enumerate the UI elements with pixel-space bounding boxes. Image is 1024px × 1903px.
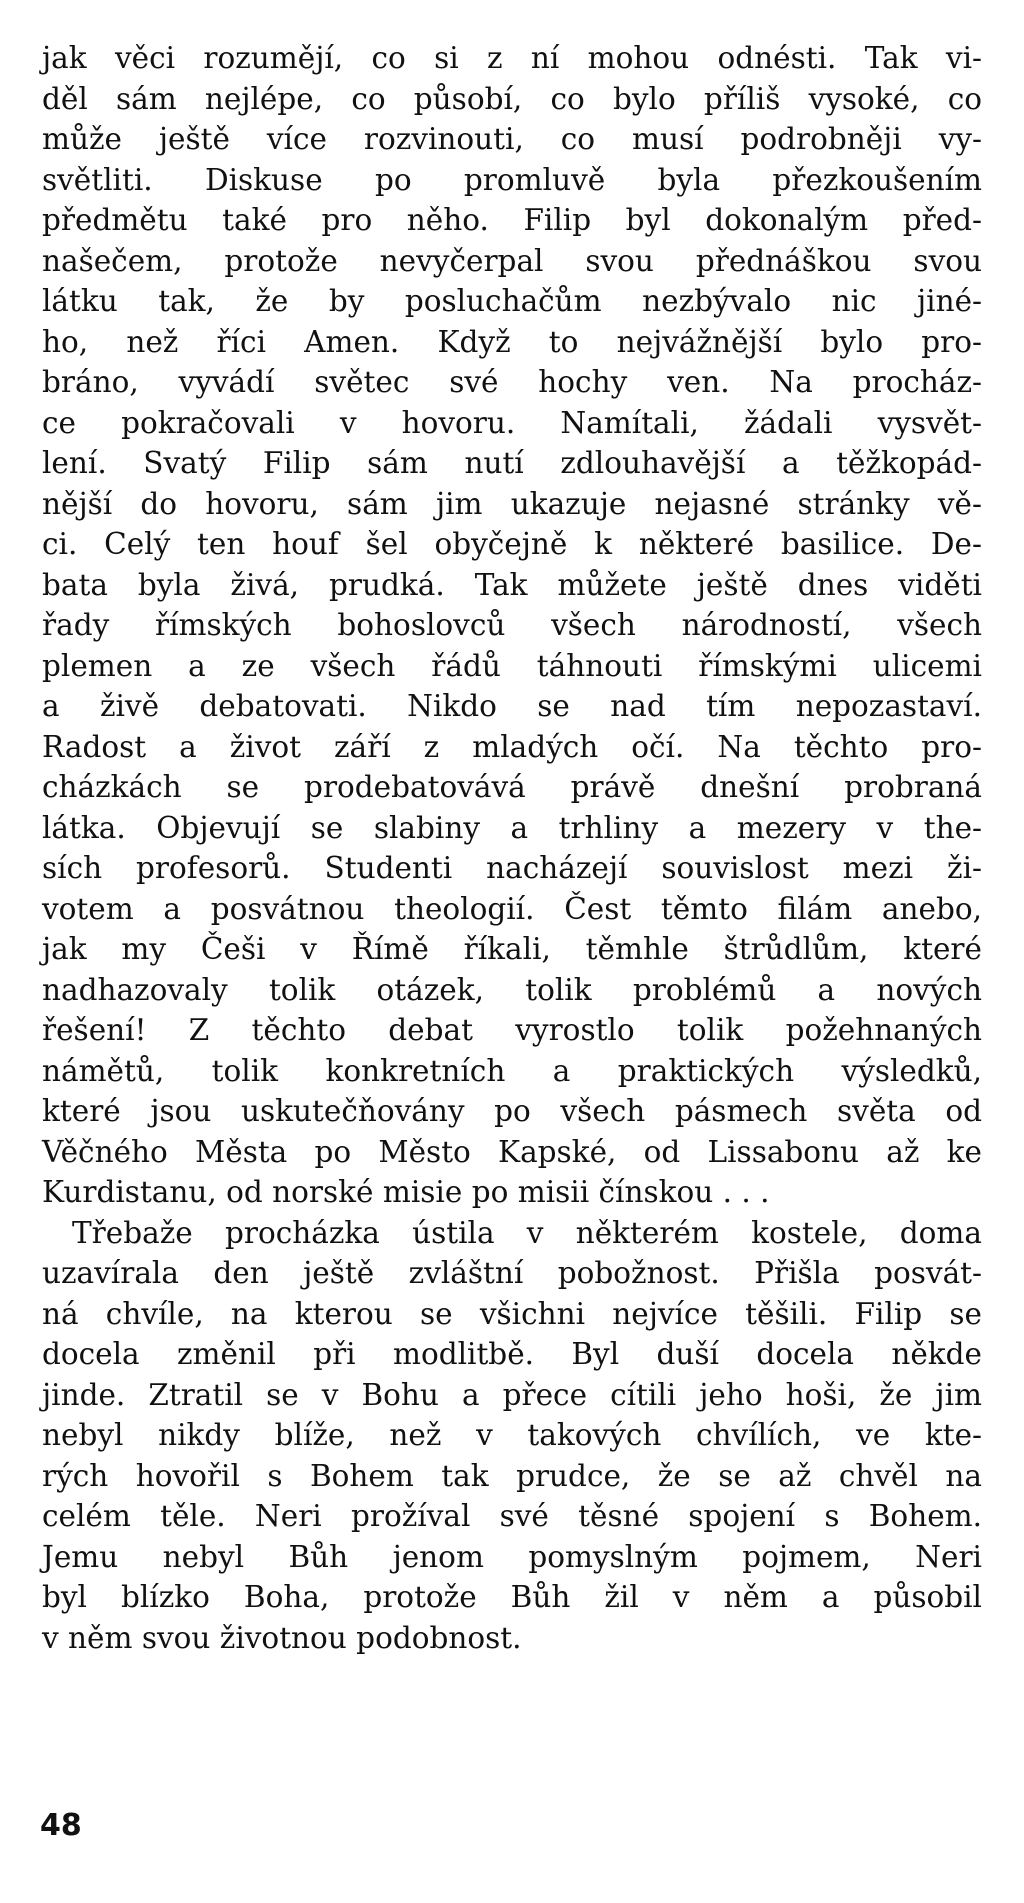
text-line: světliti. Diskuse po promluvě byla přezkoušením [42,162,982,197]
text-line: ná chvíle, na kterou se všichni nejvíce těšili. Filip se [42,1296,982,1331]
text-line: uzavírala den ještě zvláštní pobožnost. Přišla posvát- [42,1256,982,1290]
text-line: docela změnil při modlitbě. Byl duší docela někde [42,1337,982,1371]
text-line: sích profesorů. Studenti nacházejí souvislost mezi ži- [42,851,982,885]
text-line: jak my Češi v Římě říkali, těmhle štrůdlům, které [42,932,982,966]
text-line: plemen a ze všech řádů táhnouti římskými ulicemi [42,648,982,683]
text-line: může ještě více rozvinouti, co musí podrobněji vy- [42,122,982,156]
text-line: našečem, protože nevyčerpal svou přednáškou svou [42,243,982,278]
text-line: Věčného Města po Město Kapské, od Lissabonu až ke [42,1134,982,1169]
text-line: bráno, vyvádí světec své hochy ven. Na procház- [42,365,982,399]
text-line: ho, než říci Amen. Když to nejvážnější bylo pro- [42,324,982,359]
page-number: 48 [40,1808,82,1843]
text-line: v něm svou životnou podobnost. [42,1620,522,1655]
text-line: rých hovořil s Bohem tak prudce, že se až chvěl na [42,1458,982,1493]
text-line: celém těle. Neri prožíval své těsné spojení s Bohem. [42,1499,982,1533]
text-line: řešení! Z těchto debat vyrostlo tolik požehnaných [42,1013,982,1047]
text-line: votem a posvátnou theologií. Čest těmto filám anebo, [42,891,982,926]
text-line: látka. Objevují se slabiny a trhliny a mezery v the- [42,810,982,845]
paragraph [42,38,982,1213]
body-text [42,38,982,1658]
text-line: nebyl nikdy blíže, než v takových chvílích, ve kte- [42,1418,982,1452]
text-line: Radost a život září z mladých očí. Na těchto pro- [42,729,982,764]
text-line: děl sám nejlépe, co působí, co bylo příliš vysoké, co [42,81,982,116]
text-line: Kurdistanu, od norské misie po misii čínskou . . . [42,1175,770,1209]
text-line: ci. Celý ten houf šel obyčejně k některé basilice. De- [42,527,982,561]
text-line: bata byla živá, prudká. Tak můžete ještě dnes viděti [42,567,982,602]
text-line: Jemu nebyl Bůh jenom pomyslným pojmem, Neri [42,1539,982,1574]
text-line: ce pokračovali v hovoru. Namítali, žádali vysvět- [42,405,982,440]
text-line: Třebaže procházka ústila v některém kostele, doma [72,1215,982,1250]
paragraph [42,1213,982,1659]
text-line: jinde. Ztratil se v Bohu a přece cítili jeho hoši, že jim [42,1377,982,1412]
text-line: byl blízko Boha, protože Bůh žil v něm a působil [42,1580,982,1614]
text-line: nadhazovaly tolik otázek, tolik problémů a nových [42,972,982,1007]
text-line: nější do hovoru, sám jim ukazuje nejasné stránky vě- [42,486,982,521]
text-line: a živě debatovati. Nikdo se nad tím nepozastaví. [42,689,982,723]
text-line: námětů, tolik konkretních a praktických výsledků, [42,1053,982,1088]
text-line: cházkách se prodebatovává právě dnešní probraná [42,770,982,804]
text-line: řady římských bohoslovců všech národností, všech [42,608,982,642]
text-line: látku tak, že by posluchačům nezbývalo nic jiné- [42,284,982,318]
text-line: lení. Svatý Filip sám nutí zdlouhavější a těžkopád- [42,446,982,480]
text-line: jak věci rozumějí, co si z ní mohou odnésti. Tak vi- [42,41,982,75]
text-line: předmětu také pro něho. Filip byl dokonalým před- [42,203,982,237]
text-line: které jsou uskutečňovány po všech pásmech světa od [42,1094,982,1128]
